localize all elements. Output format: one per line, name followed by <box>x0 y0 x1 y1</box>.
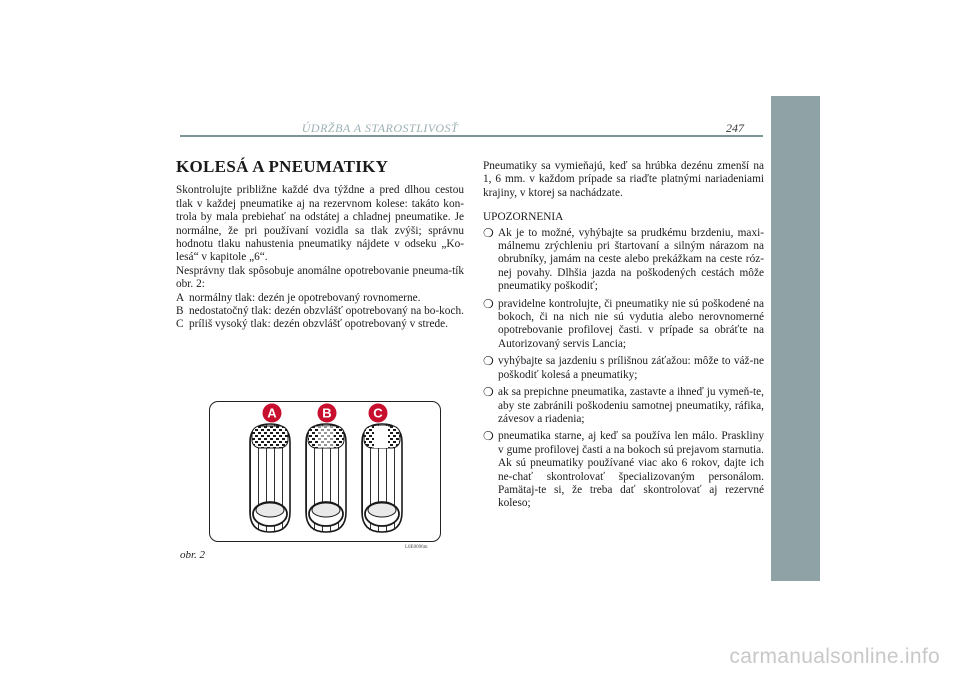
pressure-paragraph: Nesprávny tlak spôsobuje anomálne opotrebovanie pneuma-tík obr. 2: <box>176 264 464 291</box>
right-column <box>483 160 764 515</box>
warnings-list <box>483 227 764 511</box>
list-item <box>483 386 764 426</box>
bullet-icon: ❍ <box>483 429 494 444</box>
warning-text: vyhýbajte sa jazdeniu s prílišnou záťažou: môže to váž-ne poškodiť kolesá a pneumatiky; <box>498 355 764 381</box>
list-item <box>176 292 464 305</box>
page-number: 247 <box>726 121 744 135</box>
list-item <box>176 305 464 318</box>
list-item-label: B <box>176 305 184 318</box>
bullet-icon: ❍ <box>483 225 494 240</box>
list-item-label: A <box>176 291 185 304</box>
section-title: ÚDRŽBA A STAROSTLIVOSŤ <box>301 121 459 135</box>
left-column <box>176 157 464 332</box>
tire-wear-figure <box>209 401 441 542</box>
replacement-paragraph: Pneumatiky sa vymieňajú, keď sa hrúbka dezénu zmenší na 1, 6 mm. v každom prípade sa riaďte platnými nariadeniami krajiny, v ktorej sa nachádzate. <box>483 160 764 199</box>
bullet-icon: ❍ <box>483 354 494 369</box>
list-item <box>483 298 764 352</box>
bullet-icon: ❍ <box>483 296 494 311</box>
warning-text: Ak je to možné, vyhýbajte sa prudkému brzdeniu, maxi-málnemu zrýchleniu pri štartovaní a silným nárazom na obrubníky, jamám na ceste alebo prekážkam na ceste róz-nej povahy. Dlhšia jazda na poškodených cestách môže pneumatiky poškodiť; <box>498 226 764 293</box>
warnings-heading: UPOZORNENIA <box>483 211 564 224</box>
list-item <box>176 318 464 331</box>
badge-b <box>318 404 337 423</box>
warning-text: pravidelne kontrolujte, či pneumatiky nie sú poškodené na bokoch, či na nich nie sú vydutia alebo nerovnomerné opotrebovanie profilovej časti. v prípade sa obráťte na Autorizovaný servis Lancia; <box>498 297 764 350</box>
watermark: carmanualsonline.info <box>729 645 940 668</box>
intro-paragraph: Skontrolujte približne každé dva týždne a pred dlhou cestou tlak v každej pneumatike aj na rezervnom kolese: takáto kon-trola by mala prebiehať na odstátej a chladnej pneumatike. Je normálne, že pri používaní vozidla sa tlak zvýši; správnu hodnotu tlaku nahustenia pneumatiky nájdete v odseku „Ko-lesá“ v kapitole „6“. <box>176 184 464 264</box>
warning-text: ak sa prepichne pneumatika, zastavte a ihneď ju vymeň-te, aby ste zabránili poškodeniu samotnej pneumatiky, ráfika, závesov a riadenia; <box>498 386 764 425</box>
tire-b-icon <box>306 424 346 532</box>
list-item <box>483 355 764 382</box>
page-heading: KOLESÁ A PNEUMATIKY <box>176 157 389 176</box>
badge-a <box>263 404 282 423</box>
tire-illustration <box>210 402 439 540</box>
list-item-text: normálny tlak: dezén je opotrebovaný rovnomerne. <box>189 291 421 304</box>
tire-c-icon <box>362 424 402 532</box>
badge-c <box>369 404 388 423</box>
bullet-icon: ❍ <box>483 385 494 400</box>
figure-caption: obr. 2 <box>180 549 206 561</box>
list-item-text: nedostatočný tlak: dezén obzvlášť opotrebovaný na bo-koch. <box>189 305 464 318</box>
list-item-text: príliš vysoký tlak: dezén obzvlášť opotrebovaný v strede. <box>189 318 448 331</box>
figure-code: L0E0096m <box>405 545 428 550</box>
svg-text:C: C <box>373 405 383 421</box>
tire-a-icon <box>250 424 290 532</box>
svg-text:A: A <box>267 405 277 421</box>
warning-text: pneumatika starne, aj keď sa používa len málo. Praskliny v gume profilovej časti a na bokoch sú prejavom starnutia. Ak sú pneumatiky používané viac ako 6 rokov, dajte ich ne-chať skontrolovať špecializovaným personálom. Pamätaj-te si, že treba dať skontrolovať aj rezervné koleso; <box>498 430 764 510</box>
list-item-label: C <box>176 318 184 331</box>
svg-text:B: B <box>322 405 332 421</box>
list-item <box>483 227 764 294</box>
section-tab <box>771 96 820 581</box>
list-item <box>483 430 764 510</box>
header-rule <box>180 135 763 137</box>
pressure-list <box>176 292 464 332</box>
